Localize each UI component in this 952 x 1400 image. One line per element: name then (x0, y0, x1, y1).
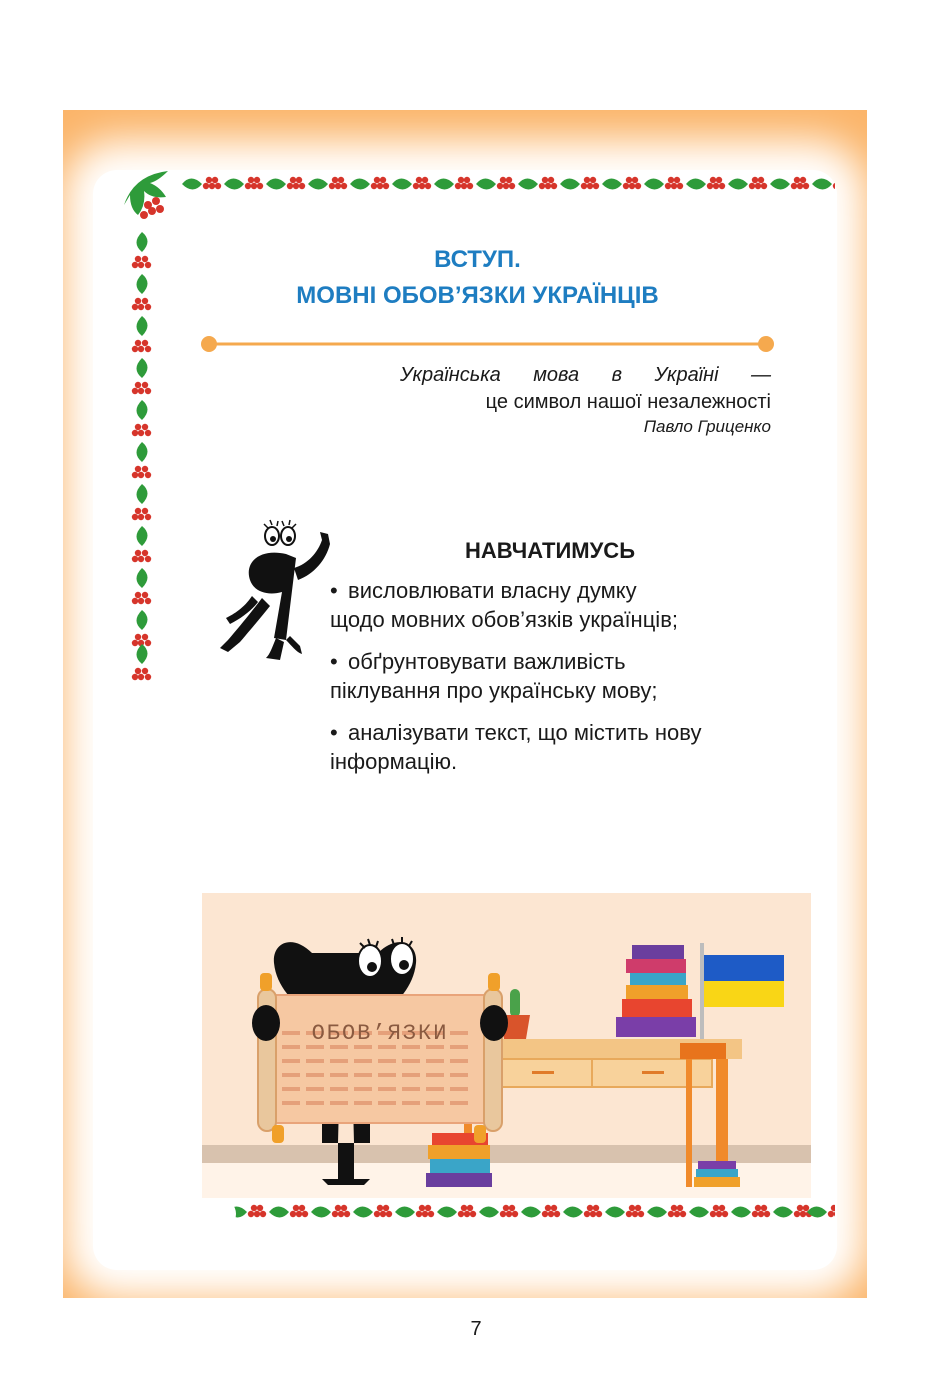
page-title (200, 242, 755, 314)
epigraph-line-2: це символ нашої незалежності (485, 391, 771, 413)
vine-corner-icon (118, 165, 180, 227)
goal-3-line-2: інформацію. (330, 749, 458, 774)
goals-list (330, 576, 790, 789)
list-item: • обґрунтовувати важливість піклування про українську мову; (330, 647, 790, 705)
goal-1-line-2: щодо мовних обов’язків українців; (330, 607, 678, 632)
title-line-2: МОВНІ ОБОВ’ЯЗКИ УКРАЇНЦІВ (296, 282, 659, 309)
goal-2-line-1: обґрунтовувати важливість (348, 649, 626, 674)
scroll-label: ОБОВ’ЯЗКИ (311, 1021, 449, 1046)
page-number: 7 (470, 1318, 482, 1340)
title-divider (200, 334, 775, 354)
vine-border-left-icon (128, 180, 156, 685)
classroom-illustration (202, 893, 811, 1198)
page-tab-marker (154, 1198, 236, 1230)
vine-border-top-icon (120, 172, 835, 196)
goal-2-line-2: піклування про українську мову; (330, 678, 658, 703)
goal-3-line-1: аналізувати текст, що містить нову (348, 720, 702, 745)
vine-border-bottom-icon (225, 1200, 835, 1224)
goals-heading: НАВЧАТИМУСЬ (464, 538, 636, 563)
epigraph (400, 362, 771, 438)
goal-1-line-1: висловлювати власну думку (348, 578, 637, 603)
list-item: • висловлювати власну думку щодо мовних обов’язків українців; (330, 576, 790, 634)
epigraph-line-1: Українська мова в Україні — (400, 364, 771, 386)
letter-ya-mascot-icon (216, 518, 338, 663)
title-line-1: ВСТУП. (434, 246, 521, 273)
list-item: • аналізувати текст, що містить нову інформацію. (330, 718, 790, 776)
epigraph-author: Павло Гриценко (643, 417, 771, 436)
